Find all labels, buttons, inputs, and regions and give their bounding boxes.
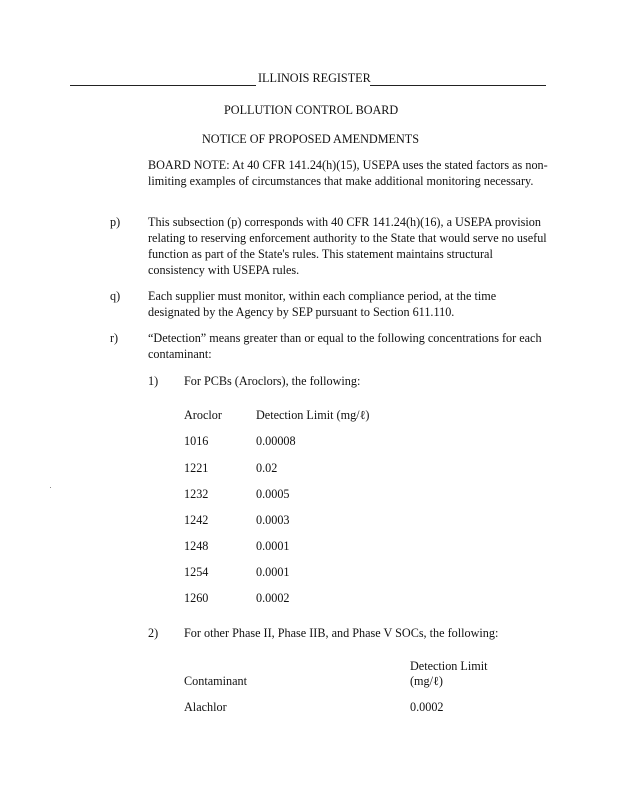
detection-limit-header: Detection Limit (mg/ℓ)	[256, 408, 370, 422]
aroclor-header: Aroclor	[184, 408, 222, 422]
register-title: ILLINOIS REGISTER	[258, 71, 371, 85]
limit-cell: 0.0002	[410, 700, 444, 714]
section-r-label: r)	[110, 331, 119, 345]
aroclor-cell: 1260	[184, 591, 209, 605]
item-2-text: For other Phase II, Phase IIB, and Phase V SOCs, the following:	[184, 626, 499, 640]
aroclor-cell: 1248	[184, 539, 209, 553]
aroclor-cell: 1242	[184, 513, 209, 527]
aroclor-cell: 1232	[184, 487, 209, 501]
section-q-label: q)	[110, 289, 121, 303]
header-rule-right	[370, 85, 546, 86]
contaminant-header: Detection Limit	[410, 659, 488, 673]
aroclor-cell: 1016	[184, 434, 209, 448]
limit-cell: 0.0003	[256, 513, 290, 527]
board-title: POLLUTION CONTROL BOARD	[224, 103, 399, 117]
detection-limit-unit-header: (mg/ℓ)	[410, 674, 443, 688]
contaminant-name-header: Contaminant	[184, 674, 247, 688]
board-note: BOARD NOTE: At 40 CFR 141.24(h)(15), USEPA uses the stated factors as non-limiting examples of circumstances that make additional monitoring necessary.	[148, 158, 548, 188]
contaminant-cell: Alachlor	[184, 700, 227, 714]
limit-cell: 0.00008	[256, 434, 296, 448]
item-1-label: 1)	[148, 374, 159, 388]
scan-speck	[50, 487, 51, 488]
item-2-label: 2)	[148, 626, 159, 640]
aroclor-cell: 1221	[184, 461, 209, 475]
header-rule-left	[70, 85, 256, 86]
aroclor-cell: 1254	[184, 565, 209, 579]
section-r-text: “Detection” means greater than or equal to the following concentrations for each contaminant:	[148, 331, 542, 361]
section-p-label: p)	[110, 215, 121, 229]
section-p-text: This subsection (p) corresponds with 40 CFR 141.24(h)(16), a USEPA provision relating to reserving enforcement authority to the State that would serve no useful function as part of the State's rules. This statement maintains structural consistency with USEPA rules.	[148, 215, 547, 277]
limit-cell: 0.0001	[256, 565, 290, 579]
limit-cell: 0.0002	[256, 591, 290, 605]
section-q-text: Each supplier must monitor, within each compliance period, at the time designated by the Agency by SEP pursuant to Section 611.110.	[148, 289, 497, 319]
notice-title: NOTICE OF PROPOSED AMENDMENTS	[202, 132, 420, 146]
limit-cell: 0.0001	[256, 539, 290, 553]
limit-cell: 0.02	[256, 461, 278, 475]
item-1-text: For PCBs (Aroclors), the following:	[184, 374, 361, 388]
limit-cell: 0.0005	[256, 487, 290, 501]
